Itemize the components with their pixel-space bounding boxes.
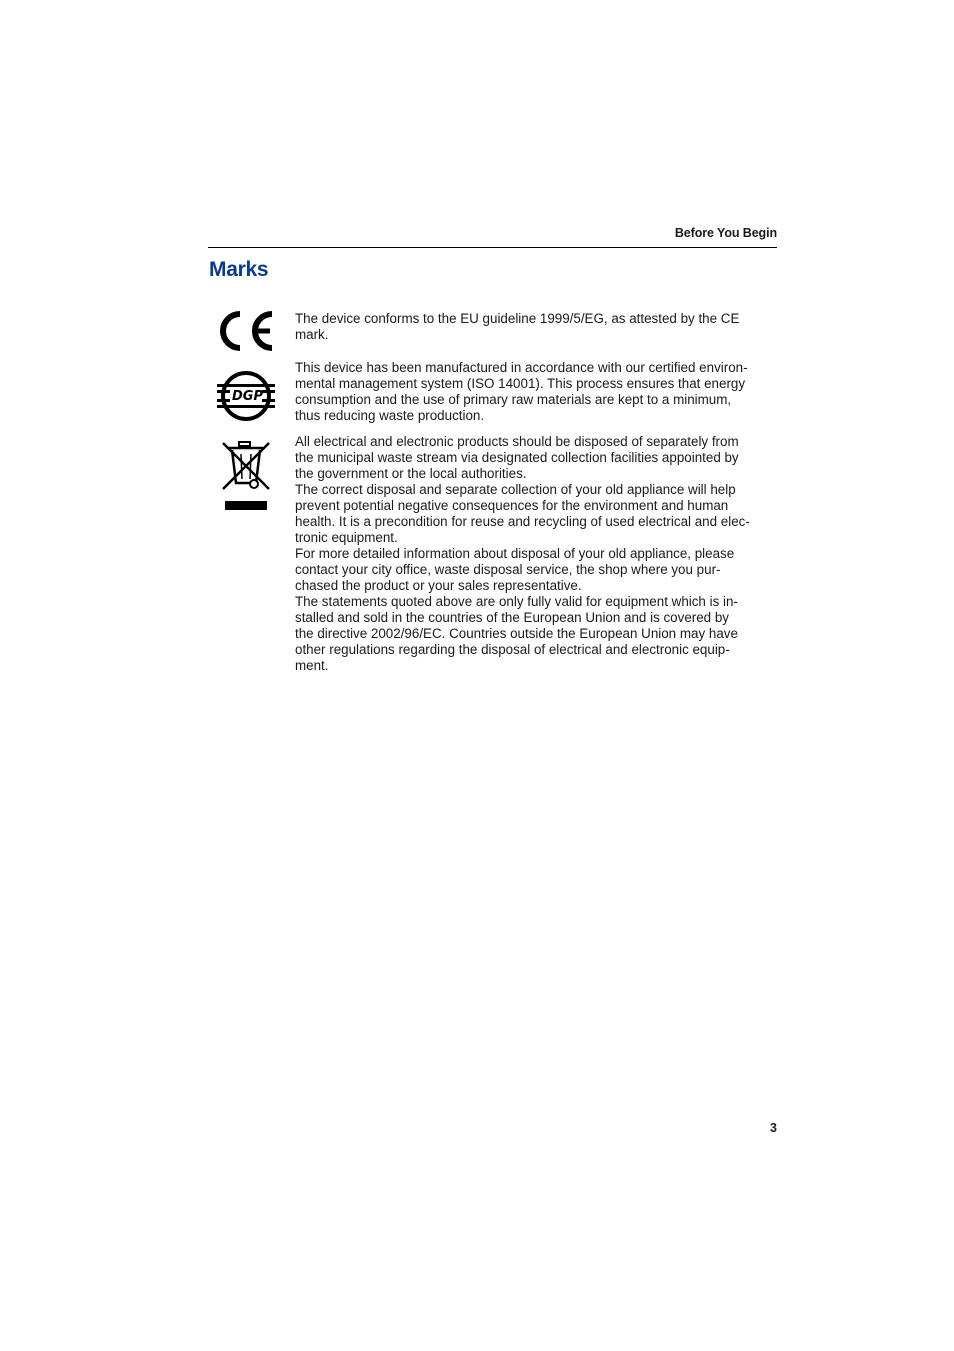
- text-line: other regulations regarding the disposal of electrical and electronic equip-: [295, 642, 730, 657]
- weee-crossed-bin-icon: [219, 439, 273, 513]
- text-line: health. It is a precondition for reuse and recycling of used electrical and elec-: [295, 514, 750, 529]
- text-line: prevent potential negative consequences for the environment and human: [295, 498, 729, 513]
- text-line: ment.: [295, 658, 329, 673]
- text-line: mark.: [295, 327, 329, 342]
- text-line: chased the product or your sales representative.: [295, 578, 582, 593]
- section-title: Marks: [209, 258, 269, 281]
- text-line: contact your city office, waste disposal service, the shop where you pur-: [295, 562, 721, 577]
- disposal-text: [295, 434, 777, 674]
- ce-mark-text: [295, 311, 777, 343]
- text-line: thus reducing waste production.: [295, 408, 485, 423]
- page-number: 3: [770, 1121, 777, 1135]
- svg-text:DGP: DGP: [232, 389, 263, 404]
- header-title: Before You Begin: [674, 226, 777, 240]
- text-line: This device has been manufactured in accordance with our certified environ-: [295, 360, 748, 375]
- text-line: consumption and the use of primary raw materials are kept to a minimum,: [295, 392, 732, 407]
- ce-mark-icon: [216, 308, 276, 354]
- text-line: the government or the local authorities.: [295, 466, 527, 481]
- text-line: mental management system (ISO 14001). This process ensures that energy: [295, 376, 746, 391]
- text-line: The device conforms to the EU guideline 1999/5/EG, as attested by the CE: [295, 311, 740, 326]
- environmental-text: [295, 360, 777, 424]
- text-line: All electrical and electronic products should be disposed of separately from: [295, 434, 739, 449]
- text-line: the directive 2002/96/EC. Countries outside the European Union may have: [295, 626, 738, 641]
- text-line: For more detailed information about disposal of your old appliance, please: [295, 546, 735, 561]
- header-divider: [208, 247, 777, 248]
- text-line: stalled and sold in the countries of the European Union and is covered by: [295, 610, 729, 625]
- text-line: The correct disposal and separate collection of your old appliance will help: [295, 482, 736, 497]
- text-line: tronic equipment.: [295, 530, 398, 545]
- environmental-certification-icon: [215, 369, 277, 423]
- text-line: the municipal waste stream via designated collection facilities appointed by: [295, 450, 739, 465]
- text-line: The statements quoted above are only fully valid for equipment which is in-: [295, 594, 738, 609]
